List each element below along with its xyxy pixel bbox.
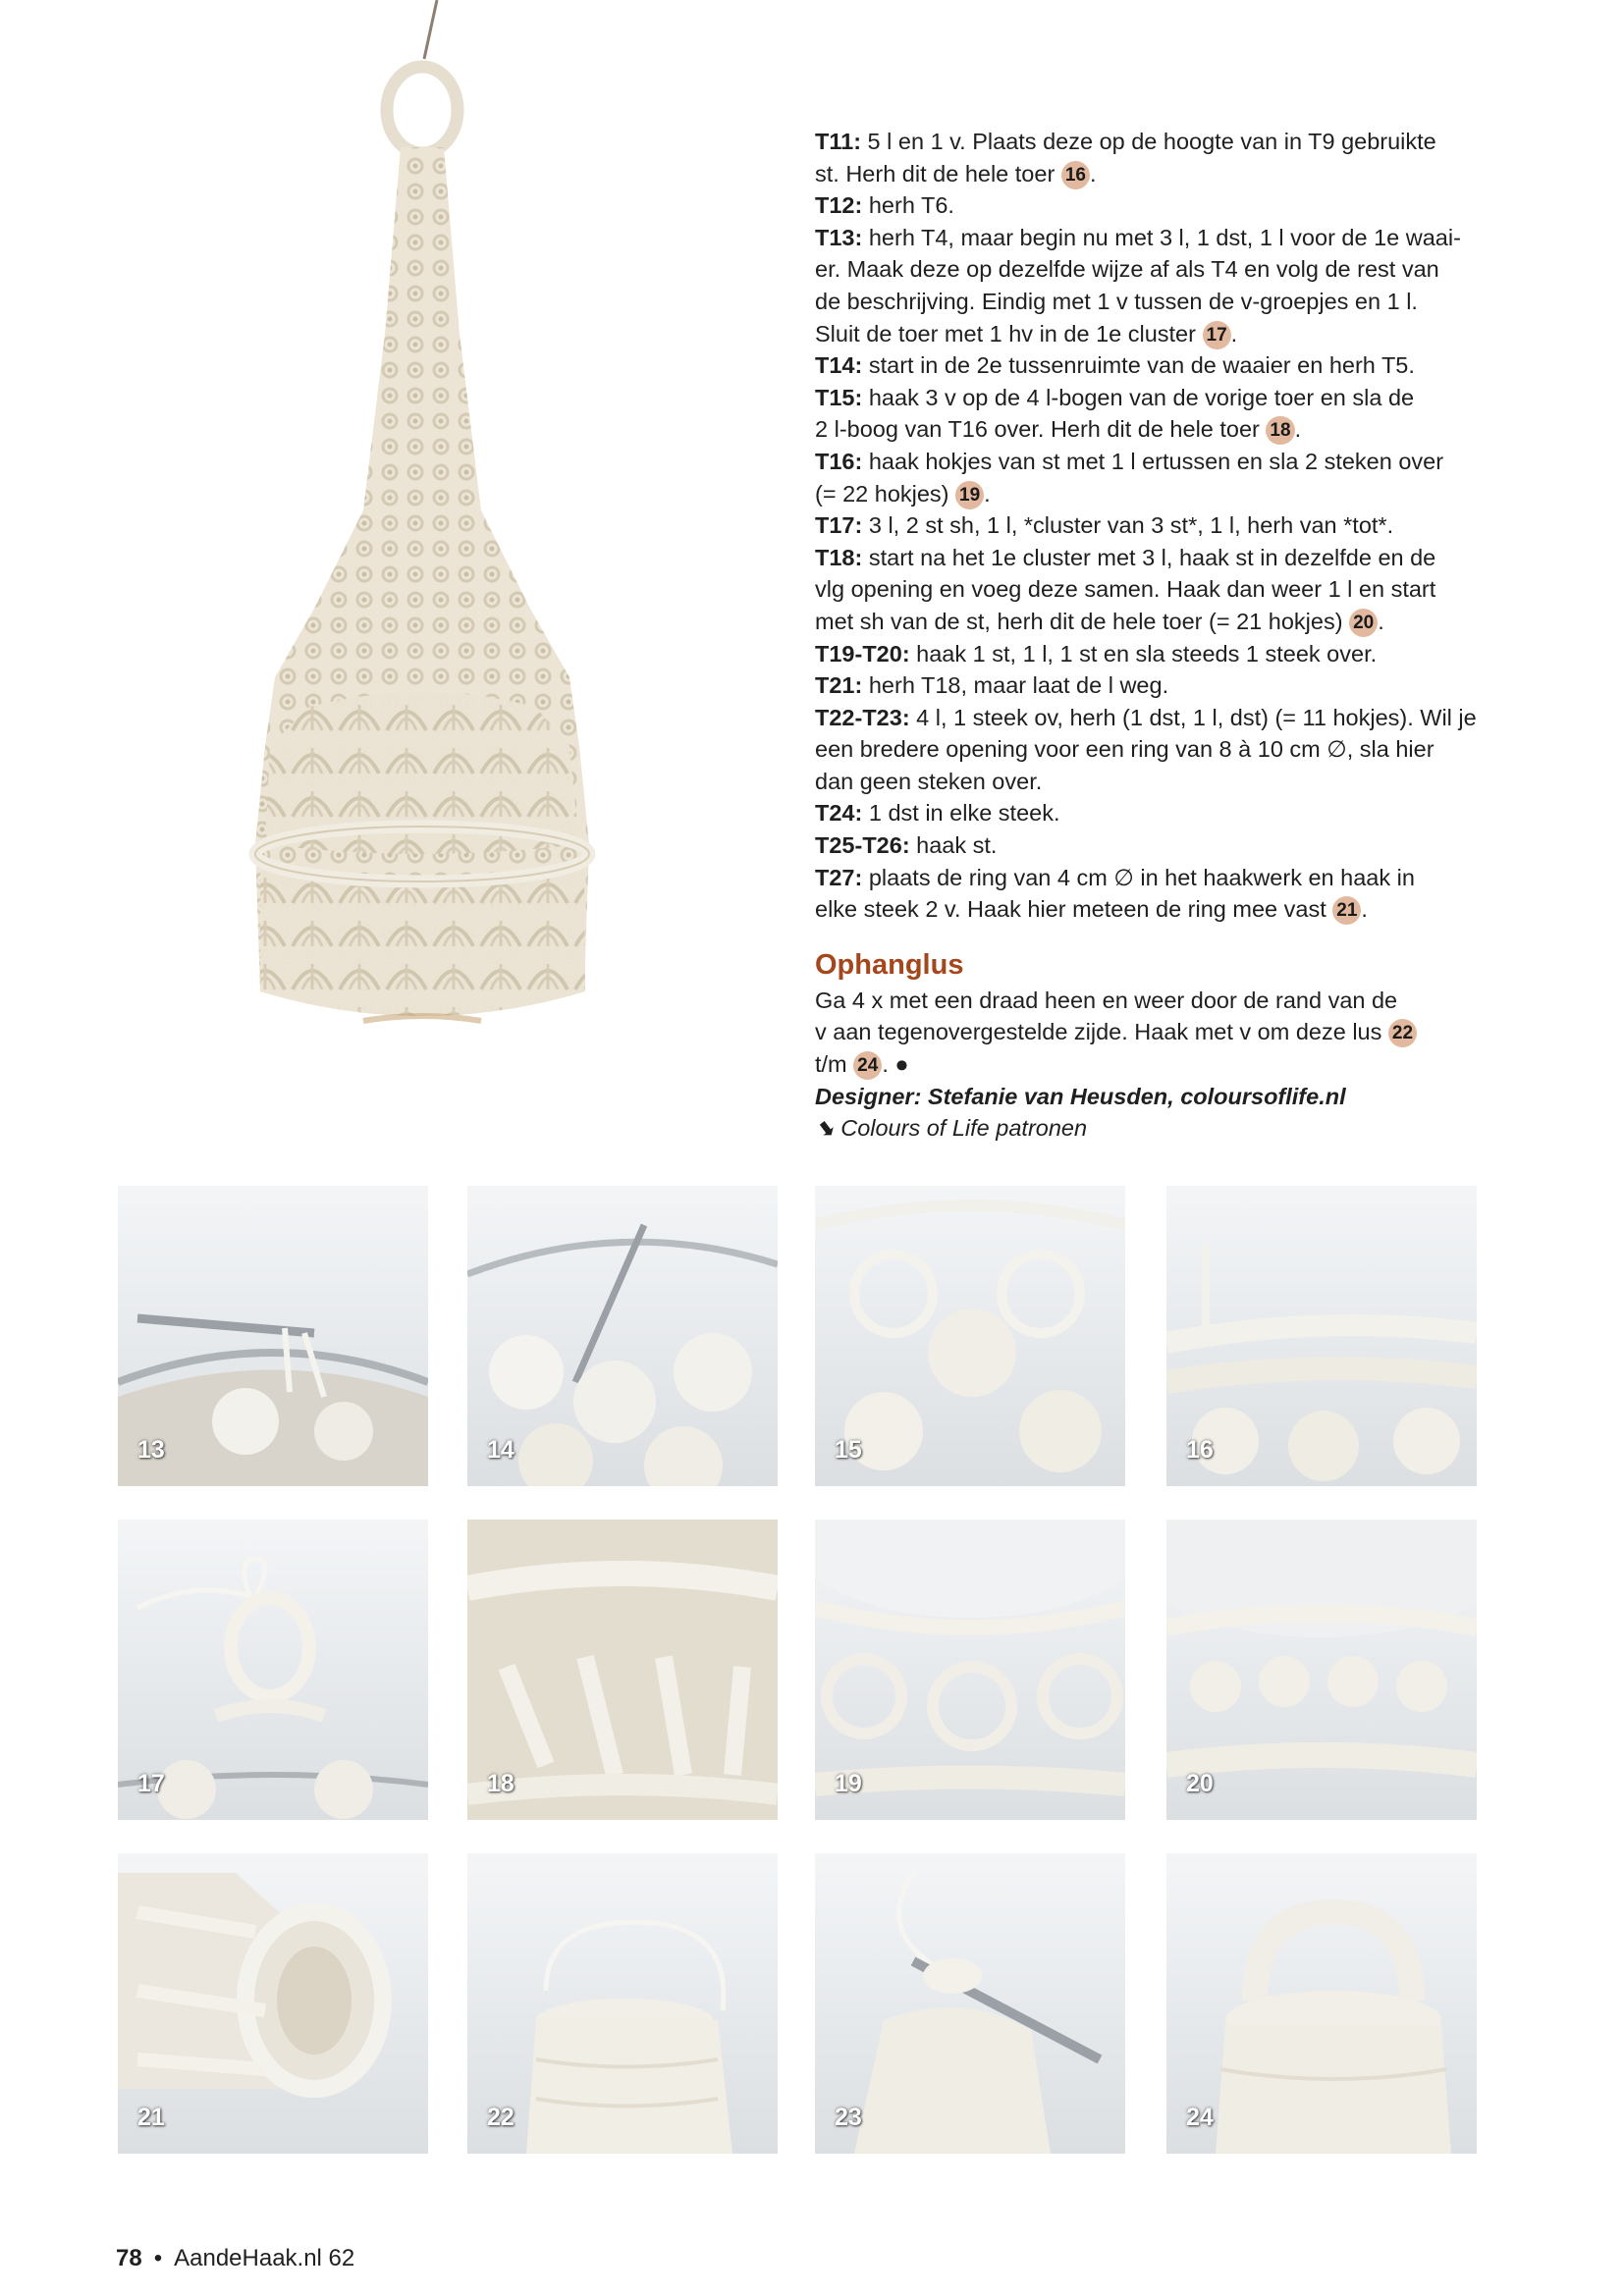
instruction-line: (= 22 hokjes) 19 .	[815, 478, 1492, 510]
instruction-line: T19-T20: haak 1 st, 1 l, 1 st en sla steeds 1 steek over.	[815, 640, 1378, 667]
step-photo-21	[118, 1853, 428, 2154]
source-credit: ⬊ Colours of Life patronen	[815, 1115, 1088, 1142]
photo-number: 16	[1186, 1436, 1214, 1464]
instruction-line: T13: herh T4, maar begin nu met 3 l, 1 dst, 1 l voor de 1e waai-	[815, 224, 1461, 250]
step-photo-20	[1166, 1520, 1477, 1820]
step-photo-22	[467, 1853, 778, 2154]
instructions-column	[815, 126, 1492, 1145]
instruction-line: T15: haak 3 v op de 4 l-bogen van de vorige toer en sla de	[815, 384, 1415, 410]
step-photo-16	[1166, 1186, 1477, 1486]
photo-number: 20	[1186, 1770, 1214, 1797]
step-badge: 22	[1388, 1019, 1417, 1047]
instruction-line: dan geen steken over.	[815, 768, 1043, 794]
step-photo-13	[118, 1186, 428, 1486]
instruction-line: elke steek 2 v. Haak hier meteen de ring mee vast 21 .	[815, 893, 1492, 926]
instruction-line: met sh van de st, herh dit de hele toer (= 21 hokjes) 20 .	[815, 606, 1492, 638]
step-badge: 20	[1349, 609, 1378, 637]
photo-number: 19	[835, 1770, 862, 1797]
instruction-line: T16: haak hokjes van st met 1 l ertussen en sla 2 steken over	[815, 448, 1444, 474]
step-badge: 16	[1061, 161, 1090, 189]
instruction-line: Sluit de toer met 1 hv in de 1e cluster 17 .	[815, 318, 1492, 350]
step-photo-17	[118, 1520, 428, 1820]
photo-number: 15	[835, 1436, 862, 1464]
crochet-lamp-photo	[147, 0, 697, 1109]
instruction-line: T25-T26: haak st.	[815, 832, 998, 859]
ophanglus-line: Ga 4 x met een draad heen en weer door de rand van de	[815, 987, 1398, 1013]
photo-number: 18	[487, 1770, 514, 1797]
instruction-line: T14: start in de 2e tussenruimte van de waaier en herh T5.	[815, 352, 1415, 379]
photo-number: 13	[137, 1436, 165, 1464]
designer-credit: Designer: Stefanie van Heusden, coloursoflife.nl	[815, 1083, 1346, 1109]
step-photo-15	[815, 1186, 1125, 1486]
instruction-line: de beschrijving. Eindig met 1 v tussen de v-groepjes en 1 l.	[815, 288, 1418, 314]
footer-bullet: •	[153, 2245, 163, 2271]
page-number: 78	[116, 2245, 142, 2271]
step-badge: 19	[955, 481, 984, 509]
instruction-line: T21: herh T18, maar laat de l weg.	[815, 672, 1169, 699]
step-photo-19	[815, 1520, 1125, 1820]
photo-number: 24	[1186, 2104, 1214, 2131]
magazine-name: AandeHaak.nl 62	[174, 2245, 355, 2271]
section-heading: Ophanglus	[815, 948, 964, 981]
step-photo-14	[467, 1186, 778, 1486]
instruction-line: een bredere opening voor een ring van 8 à 10 cm ∅, sla hier	[815, 736, 1435, 763]
photo-number: 21	[137, 2104, 165, 2131]
step-photo-24	[1166, 1853, 1477, 2154]
instruction-line: vlg opening en voeg deze samen. Haak dan weer 1 l en start	[815, 576, 1436, 603]
step-badge: 17	[1203, 321, 1231, 349]
photo-number: 14	[487, 1436, 514, 1464]
instruction-line: T27: plaats de ring van 4 cm ∅ in het haakwerk en haak in	[815, 864, 1415, 890]
step-photo-23	[815, 1853, 1125, 2154]
instruction-line: er. Maak deze op dezelfde wijze af als T4 en volg de rest van	[815, 256, 1439, 283]
ophanglus-line: v aan tegenovergestelde zijde. Haak met v om deze lus 22	[815, 1016, 1492, 1048]
instruction-line: T17: 3 l, 2 st sh, 1 l, *cluster van 3 st*, 1 l, herh van *tot*.	[815, 512, 1394, 539]
page-footer	[116, 2245, 354, 2272]
photo-number: 17	[137, 1770, 165, 1797]
instruction-line: T12: herh T6.	[815, 192, 954, 219]
instruction-line: T22-T23: 4 l, 1 steek ov, herh (1 dst, 1 l, dst) (= 11 hokjes). Wil je	[815, 704, 1477, 730]
instruction-line: T24: 1 dst in elke steek.	[815, 800, 1060, 827]
step-badge: 21	[1332, 896, 1361, 925]
photo-number: 23	[835, 2104, 862, 2131]
instruction-line: T11: 5 l en 1 v. Plaats deze op de hoogte van in T9 gebruikte	[815, 129, 1436, 154]
instruction-line: 2 l-boog van T16 over. Herh dit de hele toer 18 .	[815, 413, 1492, 446]
instruction-line: T18: start na het 1e cluster met 3 l, haak st in dezelfde en de	[815, 544, 1436, 570]
step-badge: 24	[853, 1051, 882, 1080]
step-photo-18	[467, 1520, 778, 1820]
photo-number: 22	[487, 2104, 514, 2131]
instruction-line: st. Herh dit de hele toer 16 .	[815, 158, 1492, 190]
ophanglus-line: t/m 24 . ●	[815, 1048, 1492, 1081]
step-badge: 18	[1266, 416, 1294, 445]
